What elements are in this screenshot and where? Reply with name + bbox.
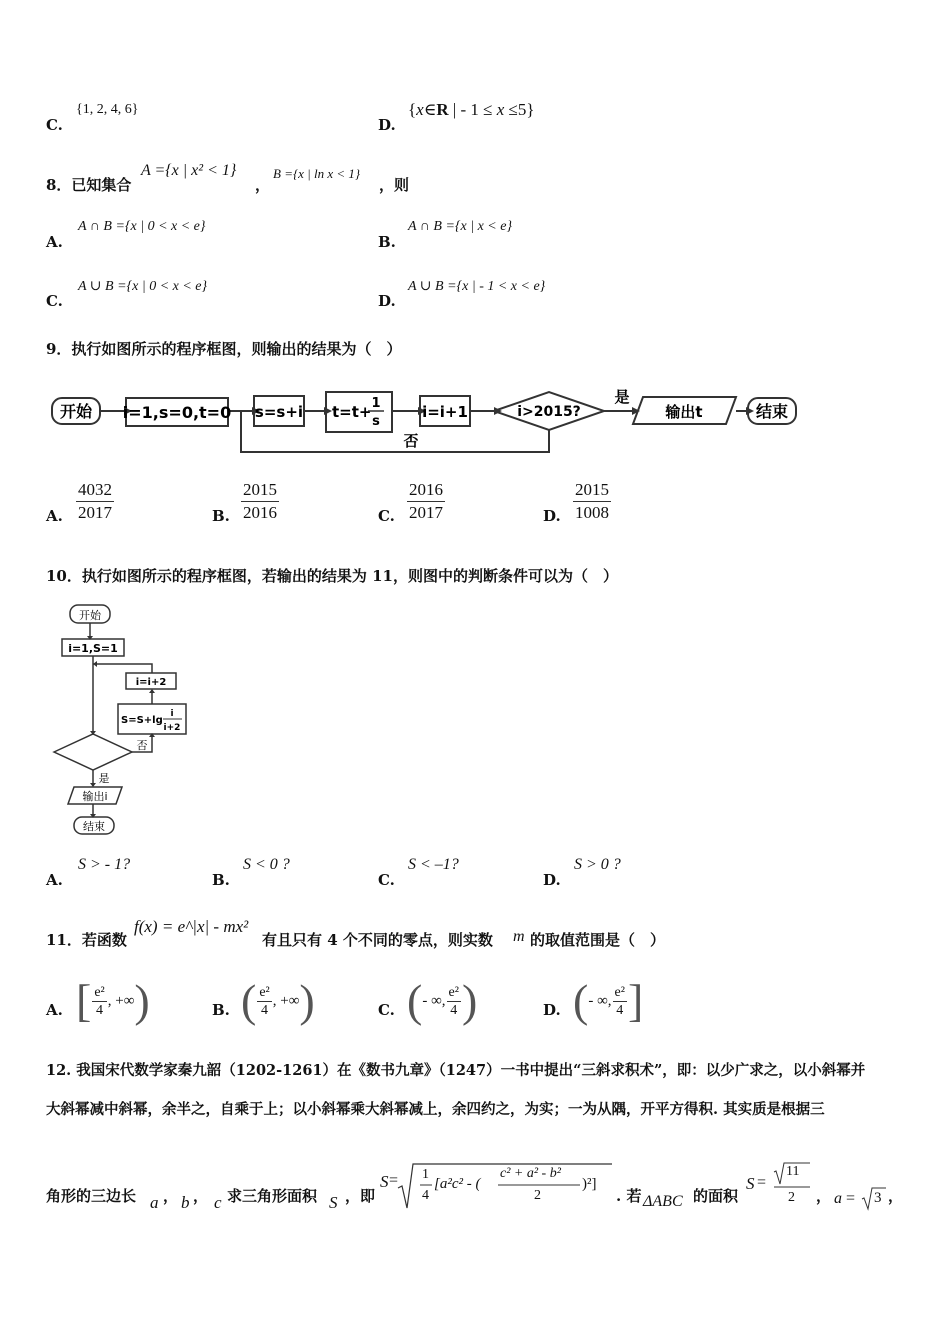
q12-ji: ，即 [345, 1187, 376, 1205]
q7-option-d-label: D. [378, 116, 396, 134]
q9-flow-cond-text: i>2015? [517, 404, 581, 420]
q9-flow-t-num: 1 [371, 396, 381, 411]
q8-option-a-expr: A ∩ B ={x | 0 < x < e} [78, 219, 206, 234]
q9-flow-t-den: s [372, 414, 380, 429]
q9-flow-yes: 是 [614, 388, 630, 406]
q7-option-c-label: C. [46, 116, 63, 134]
q10-flow-start: 开始 [79, 609, 101, 622]
q8-set-b: B ={x | ln x < 1} [273, 166, 361, 181]
q12-comma-3: ， [816, 1187, 832, 1205]
q11-option-c-expr: ( - ∞, $\frac{\text{e²}}{4}$ ) [407, 975, 478, 1026]
q12-var-c: c [214, 1193, 222, 1212]
q9-flow-init: i=1,s=0,t=0 [122, 403, 232, 422]
q7-option-d-expr: {x∈R | - 1 ≤ x ≤5} [408, 100, 535, 119]
q12-triangle: ΔABC [643, 1193, 683, 1210]
q10-option-d-expr: S > 0 ? [574, 856, 621, 873]
q9-option-d-label: D. [543, 507, 561, 525]
q12-end-comma: ， [888, 1187, 904, 1205]
q10-option-d-label: D. [543, 871, 561, 889]
q10-flowchart [46, 600, 206, 840]
q8-option-d-expr: A ∪ B ={x | - 1 < x < e} [408, 279, 546, 294]
q11-option-c-label: C. [378, 1001, 395, 1019]
q10-flow-cond [54, 734, 132, 770]
q10-flow-s-den: i+2 [163, 723, 181, 733]
q9-flow-no: 否 [403, 432, 419, 450]
q9-option-b-frac: $\frac{2015}{2016}$ [243, 480, 277, 522]
q9-option-d-frac: $\frac{2015}{1008}$ [575, 480, 609, 522]
q11-option-b-label: B. [212, 1001, 230, 1019]
q10-flow-no: 否 [136, 739, 148, 752]
q10-flow-s-num: i [170, 709, 174, 719]
q12-line2: 大斜幂减中斜幂，余半之，自乘于上；以小斜幂乘大斜幂减上，余四约之，为实；一为从隅，开平方得积. 其实质是根据三 [46, 1101, 825, 1118]
q9-stem: 9．执行如图所示的程序框图，则输出的结果为（ ） [46, 340, 402, 358]
q8-option-c-expr: A ∪ B ={x | 0 < x < e} [78, 279, 208, 294]
q12-ruo: . 若 [616, 1187, 642, 1205]
q8-stem: 8．已知集合 [46, 176, 132, 194]
q8-stem-end: ，则 [379, 176, 410, 194]
q9-option-c-frac: $\frac{2016}{2017}$ [409, 480, 443, 522]
q8-option-d-label: D. [378, 292, 396, 310]
q12-comma-1: ， [163, 1187, 179, 1205]
q9-option-b-label: B. [212, 507, 230, 525]
q8-sep: ， [255, 176, 271, 194]
q12-a-value: a = 3 [832, 1185, 892, 1211]
q10-option-a-expr: S > - 1? [78, 856, 131, 873]
q8-option-a-label: A. [46, 233, 63, 251]
q9-option-a-label: A. [46, 507, 63, 525]
q12-line3-mid: 求三角形面积 [227, 1187, 318, 1205]
q12-comma-2: ， [193, 1187, 209, 1205]
q8-option-b-label: B. [378, 233, 396, 251]
q11-var-m: m [513, 928, 525, 945]
q12-line3-pre: 角形的三边长 [46, 1187, 137, 1205]
q9-flowchart [46, 380, 806, 460]
q12-area-value: S = 11 2 [746, 1160, 816, 1212]
q11-function: f(x) = e^|x| - mx² [134, 917, 249, 936]
q12-var-S: S [329, 1193, 338, 1212]
q10-flow-output: 输出i [82, 790, 108, 803]
q8-set-a: A ={x | x² < 1} [141, 162, 237, 179]
q12-var-a: a [150, 1193, 159, 1212]
q11-option-a-label: A. [46, 1001, 63, 1019]
q8-option-c-label: C. [46, 292, 63, 310]
q9-flow-s-update: s=s+i [254, 403, 304, 421]
q12-line1: 12. 我国宋代数学家秦九韶（1202-1261）在《数书九章》（1247）一书中提出“三斜求积术”，即：以少广求之，以小斜幂并 [46, 1062, 866, 1079]
q11-stem-post: 的取值范围是（ ） [530, 931, 666, 949]
q9-option-a-frac: $\frac{4032}{2017}$ [78, 480, 112, 522]
q10-option-b-expr: S < 0 ? [243, 856, 290, 873]
q9-flow-i-update: i=i+1 [422, 403, 468, 421]
q12-formula: S = 1 4 [a²c² - ( c² + a² - b² 2 )²] [380, 1158, 616, 1214]
q10-option-c-label: C. [378, 871, 395, 889]
q8-option-b-expr: A ∩ B ={x | x < e} [408, 219, 513, 234]
q11-stem-pre: 11．若函数 [46, 931, 127, 949]
q10-option-c-expr: S < –1? [408, 856, 459, 873]
q7-option-c-expr: {1, 2, 4, 6} [76, 102, 139, 117]
q9-flow-end: 结束 [755, 402, 789, 421]
q12-var-b: b [181, 1193, 190, 1212]
q9-flow-output: 输出t [665, 403, 703, 421]
q10-flow-i-update: i=i+2 [135, 677, 167, 688]
q9-flow-t-update: t=t+ [332, 403, 372, 421]
q10-stem: 10．执行如图所示的程序框图，若输出的结果为 11，则图中的判断条件可以为（ ） [46, 567, 618, 585]
q10-flow-init: i=1,S=1 [68, 642, 118, 655]
q9-option-c-label: C. [378, 507, 395, 525]
q11-option-a-expr: [ $\frac{\text{e²}}{4}$ , +∞ ) [76, 975, 150, 1026]
q9-flow-start: 开始 [59, 402, 93, 421]
q10-flow-s-update: S=S+lg [121, 715, 163, 726]
q11-option-d-expr: ( - ∞, $\frac{\text{e²}}{4}$ ] [573, 975, 644, 1026]
q10-flow-yes: 是 [98, 772, 110, 785]
q10-option-b-label: B. [212, 871, 230, 889]
q12-area-label: 的面积 [693, 1187, 739, 1205]
q10-flow-end: 结束 [83, 820, 105, 833]
q10-option-a-label: A. [46, 871, 63, 889]
q11-option-b-expr: ( $\frac{\text{e²}}{4}$ , +∞ ) [241, 975, 315, 1026]
q11-option-d-label: D. [543, 1001, 561, 1019]
q11-stem-mid: 有且只有 4 个不同的零点，则实数 [262, 931, 493, 949]
